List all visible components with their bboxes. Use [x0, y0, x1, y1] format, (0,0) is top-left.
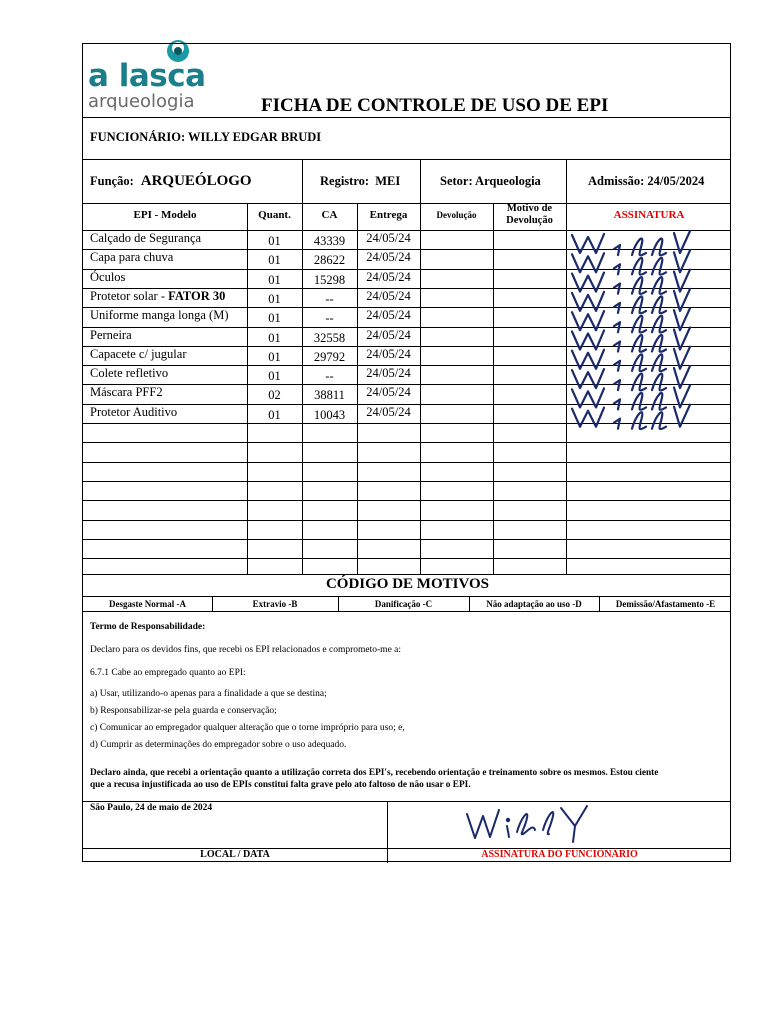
cell-quant: 01: [268, 369, 281, 384]
cell-epi-text: Óculos: [90, 269, 126, 284]
cell-epi-text: Máscara PFF2: [90, 385, 163, 400]
epi-control-form: [82, 43, 731, 862]
funcao-field: [90, 172, 252, 190]
cell-quant: 01: [268, 330, 281, 345]
employee-label: FUNCIONÁRIO:: [90, 130, 186, 144]
row-signatures: [566, 231, 732, 426]
termo-declaration-2: que a recusa injustificada ao uso de EPIs constitui falta grave pelo ato faltoso de não usar o EPI.: [90, 780, 471, 790]
registro-value: MEI: [375, 174, 401, 188]
cell-epi: [90, 347, 186, 362]
motivo-b: Extravio -B: [252, 599, 298, 609]
logo-sub: arqueologia: [88, 91, 195, 112]
cell-entrega: 24/05/24: [366, 404, 411, 419]
cell-ca: 29792: [313, 349, 346, 364]
cell-epi-bold: FATOR 30: [168, 288, 226, 303]
cell-ca: 43339: [313, 234, 346, 248]
row-divider: [83, 558, 730, 559]
cell-epi-text: Colete refletivo: [90, 366, 169, 381]
funcao-value: ARQUEÓLOGO: [140, 173, 252, 189]
cell-epi-text: Calçado de Segurança: [90, 231, 202, 245]
cell-ca: 38811: [314, 388, 345, 403]
cell-epi: [90, 250, 173, 265]
cell-epi-text: Protetor solar -: [90, 288, 169, 303]
cell-epi: [90, 366, 168, 381]
cell-entrega: 24/05/24: [366, 288, 411, 303]
cell-ca: 15298: [313, 272, 346, 287]
page-title: FICHA DE CONTROLE DE USO DE EPI: [261, 95, 609, 116]
row-signature-stroke: [572, 289, 690, 313]
local-data-label: LOCAL / DATA: [200, 849, 270, 860]
funcao-label: Função:: [90, 174, 134, 188]
cell-ca: 10043: [313, 407, 346, 422]
row-divider: [83, 520, 730, 521]
header-motivo: [493, 203, 566, 227]
cell-ca: --: [325, 291, 334, 306]
cell-entrega: 24/05/24: [366, 250, 411, 265]
termo-intro: Declaro para os devidos fins, que recebi os EPI relacionados e comprometo-me a:: [90, 645, 402, 655]
cell-epi-text: Capacete c/ jugular: [90, 346, 187, 361]
cell-quant: 01: [268, 272, 281, 287]
employee-value: WILLY EDGAR BRUDI: [188, 130, 322, 144]
registro-field: [320, 174, 400, 189]
cell-quant: 01: [268, 253, 281, 268]
termo-item-c: c) Comunicar ao empregador qualquer alteração que o torne impróprio para uso; e,: [90, 723, 405, 733]
termo-clause: 6.7.1 Cabe ao empregado quanto ao EPI:: [90, 668, 246, 678]
employee-signature: [463, 804, 603, 844]
cell-entrega: 24/05/24: [366, 327, 411, 342]
cell-epi: [90, 405, 177, 420]
cell-entrega: 24/05/24: [366, 308, 411, 323]
cell-quant: 01: [268, 311, 281, 326]
cell-epi: [90, 270, 125, 285]
place-date: São Paulo, 24 de maio de 2024: [90, 803, 213, 813]
logo-brand: a lasca: [88, 58, 206, 94]
row-signature-stroke: [572, 385, 690, 409]
row-divider: [83, 481, 730, 482]
motivo-c: Danificação -C: [374, 599, 433, 609]
header-entrega: Entrega: [369, 209, 408, 221]
admissao-field: Admissão: 24/05/2024: [588, 174, 705, 188]
row-divider: [83, 539, 730, 540]
header-motivo-line2: Devolução: [506, 215, 553, 226]
cell-quant: 02: [268, 388, 281, 403]
cell-quant: 01: [268, 349, 281, 364]
motivo-a: Desgaste Normal -A: [109, 599, 186, 609]
motivo-e: Demissão/Afastamento -E: [615, 599, 716, 609]
setor-field: Setor: Arqueologia: [440, 174, 541, 188]
motivo-d: Não adaptação ao uso -D: [486, 599, 582, 609]
cell-epi: [90, 308, 229, 323]
row-signature-stroke: [572, 347, 690, 371]
employee-signature-label: ASSINATURA DO FUNCIONÁRIO: [481, 849, 638, 860]
cell-ca: --: [325, 369, 334, 384]
header-assinatura: ASSINATURA: [613, 209, 685, 221]
row-signature-stroke: [572, 405, 690, 429]
cell-epi-text: Capa para chuva: [90, 250, 174, 265]
cell-epi: [90, 385, 163, 400]
row-divider: [83, 500, 730, 501]
cell-entrega: 24/05/24: [366, 385, 411, 400]
row-signature-stroke: [572, 231, 690, 255]
cell-quant: 01: [268, 291, 281, 306]
cell-epi-text: Protetor Auditivo: [90, 404, 178, 419]
header-devolucao: Devolução: [436, 210, 477, 220]
header-quant: Quant.: [258, 209, 291, 221]
cell-entrega: 24/05/24: [366, 366, 411, 381]
termo-title: Termo de Responsabilidade:: [90, 622, 206, 632]
header-epi: EPI - Modelo: [133, 209, 197, 221]
row-divider: [83, 442, 730, 443]
row-signature-stroke: [572, 250, 690, 274]
cell-epi: [90, 231, 201, 246]
cell-quant: 01: [268, 407, 281, 422]
registro-label: Registro:: [320, 174, 370, 188]
cell-entrega: 24/05/24: [366, 231, 411, 245]
row-divider: [83, 462, 730, 463]
row-signature-stroke: [572, 328, 690, 352]
row-signature-stroke: [572, 270, 690, 294]
termo-declaration-1: Declaro ainda, que recebi a orientação quanto a utilização correta dos EPI's, recebendo orientação e treinamento sobre os mesmos. Estou ciente: [90, 768, 659, 778]
cell-ca: --: [325, 311, 334, 326]
termo-item-b: b) Responsabilizar-se pela guarda e conservação;: [90, 706, 277, 716]
employee-name: [90, 130, 321, 145]
termo-item-d: d) Cumprir as determinações do empregador sobre o uso adequado.: [90, 740, 347, 750]
cell-epi: [90, 328, 132, 343]
termo-item-a: a) Usar, utilizando-o apenas para a finalidade a que se destina;: [90, 689, 327, 699]
motivos-title: CÓDIGO DE MOTIVOS: [325, 576, 490, 592]
cell-quant: 01: [268, 234, 281, 248]
cell-entrega: 24/05/24: [366, 346, 411, 361]
header-ca: CA: [321, 209, 338, 221]
cell-ca: 28622: [313, 253, 346, 268]
header-motivo-line1: Motivo de: [506, 203, 553, 214]
cell-epi-text: Uniforme manga longa (M): [90, 308, 229, 323]
cell-ca: 32558: [313, 330, 346, 345]
row-signature-stroke: [572, 366, 690, 390]
cell-entrega: 24/05/24: [366, 269, 411, 284]
cell-epi: [90, 289, 225, 304]
cell-epi-text: Perneira: [90, 327, 132, 342]
row-signature-stroke: [572, 308, 690, 332]
